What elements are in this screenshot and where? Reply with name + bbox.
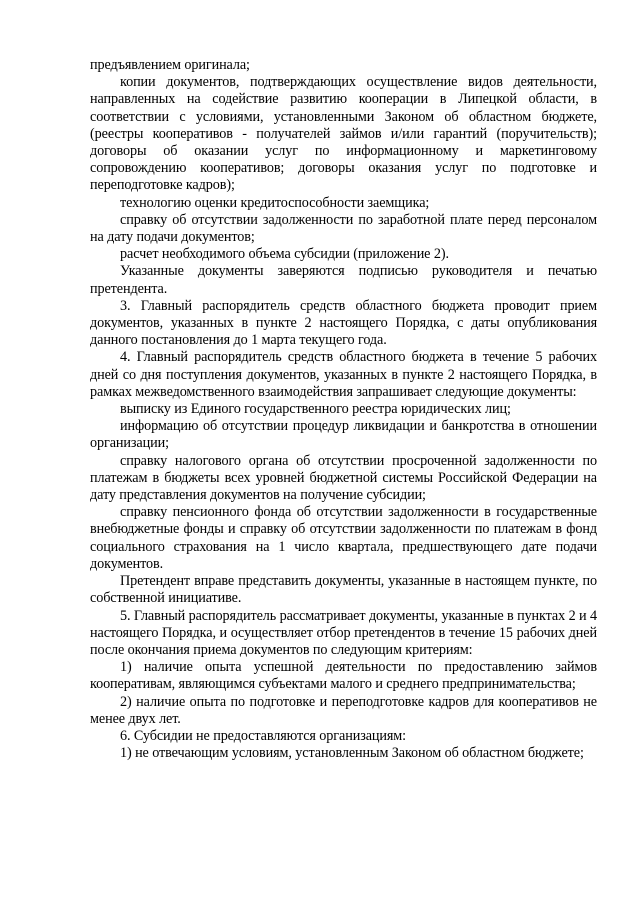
paragraph: выписку из Единого государственного реестра юридических лиц; [120,401,511,418]
paragraph: 1) наличие опыта успешной деятельности по предоставлению займов кооперативам, являющимся субъектами малого и среднего предпринимательства; [90,659,597,693]
paragraph: копии документов, подтверждающих осуществление видов деятельности, направленных на содействие развитию кооперации в Липецкой области, в соответствии с условиями, установленными Законом об областном бюджете, (реестры кооперативов - получателей займов и/или гарантий (поручительств); договоры об оказании услуг по информационному и маркетинговому сопровождению кооперативов; договоры оказания услуг по подготовке и переподготовке кадров); [90,74,597,194]
paragraph: 5. Главный распорядитель рассматривает документы, указанные в пунктах 2 и 4 настоящего Порядка, и осуществляет отбор претендентов в течение 15 рабочих дней после окончания приема документов по следующим критериям: [90,607,597,658]
paragraph: технологию оценки кредитоспособности заемщика; [120,194,430,211]
paragraph: справку об отсутствии задолженности по заработной плате перед персоналом на дату подачи документов; [90,211,597,246]
paragraph: Указанные документы заверяются подписью руководителя и печатью претендента. [90,263,597,297]
paragraph: информацию об отсутствии процедур ликвидации и банкротства в отношении организации; [90,418,597,452]
paragraph: 3. Главный распорядитель средств областного бюджета проводит прием документов, указанных в пункте 2 настоящего Порядка, с даты опубликования данного постановления до 1 марта текущего года. [90,297,597,349]
paragraph: расчет необходимого объема субсидии (приложение 2). [120,246,449,263]
paragraph: Претендент вправе представить документы, указанные в настоящем пункте, по собственной инициативе. [90,573,597,607]
paragraph: 1) не отвечающим условиям, установленным Законом об областном бюджете; [120,745,584,762]
paragraph: 2) наличие опыта по подготовке и переподготовке кадров для кооперативов не менее двух лет. [90,693,597,727]
paragraph: справку налогового органа об отсутствии просроченной задолженности по платежам в бюджеты всех уровней бюджетной системы Российской Федерации на дату представления документов на получение субсидии; [90,452,597,504]
paragraph: справку пенсионного фонда об отсутствии задолженности в государственные внебюджетные фонды и справку об отсутствии задолженности по платежам в фонд социального страхования на 1 число квартала, предшествующего дате подачи документов. [90,504,597,572]
paragraph: 4. Главный распорядитель средств областного бюджета в течение 5 рабочих дней со дня поступления документов, указанных в пункте 2 настоящего Порядка, в рамках межведомственного взаимодействия запрашивает следующие документы: [90,349,597,400]
paragraph: предъявлением оригинала; [90,57,250,73]
paragraph: 6. Субсидии не предоставляются организациям: [120,727,407,744]
document-body [90,57,597,762]
